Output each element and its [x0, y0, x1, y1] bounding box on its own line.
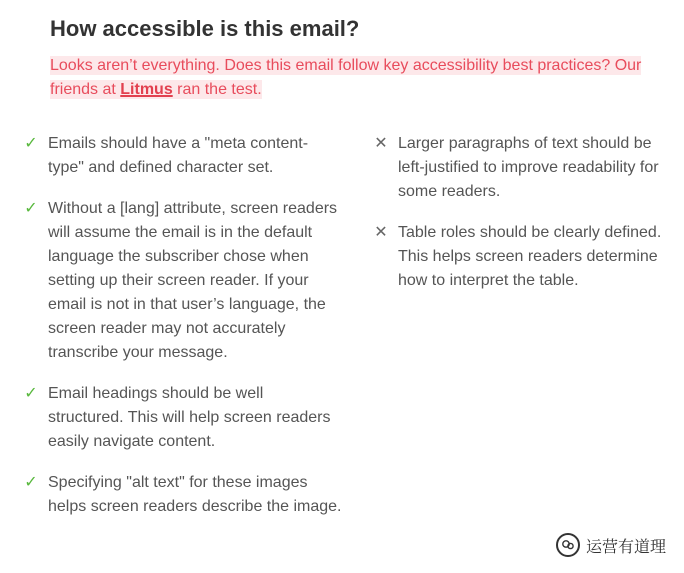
- passed-checks-list: [22, 132, 342, 536]
- list-item-text: Specifying "alt text" for these images helps screen readers describe the image.: [48, 474, 342, 515]
- intro-paragraph: [50, 54, 678, 102]
- list-item: [22, 382, 342, 454]
- intro-text-after: ran the test.: [172, 81, 262, 98]
- list-item-text: Larger paragraphs of text should be left-justified to improve readability for some readers.: [398, 135, 659, 200]
- list-item-text: Table roles should be clearly defined. This helps screen readers determine how to interpret the table.: [398, 224, 662, 289]
- list-item-text: Emails should have a "meta content-type" and defined character set.: [48, 135, 309, 176]
- intro-text-before: Looks aren’t everything. Does this email follow key accessibility best practices? Our friends at: [50, 57, 642, 98]
- list-item: [372, 221, 682, 293]
- checkmark-icon: ✓: [24, 385, 38, 402]
- watermark: [556, 533, 666, 557]
- wechat-account-icon: [556, 533, 580, 557]
- list-item: [22, 471, 342, 519]
- list-item-text: Without a [lang] attribute, screen readers will assume the email is in the default language the subscriber chose when setting up their screen reader. If your email is not in that user’s language, the screen reader may not accurately transcribe your message.: [48, 200, 338, 361]
- failed-checks-list: [372, 132, 682, 310]
- list-item: [22, 197, 342, 365]
- litmus-link[interactable]: Litmus: [120, 81, 173, 98]
- list-item: [372, 132, 682, 204]
- cross-icon: ✕: [374, 224, 388, 241]
- intro-highlight: [50, 56, 641, 99]
- page-title: How accessible is this email?: [50, 16, 360, 41]
- checkmark-icon: ✓: [24, 474, 38, 491]
- checkmark-icon: ✓: [24, 135, 38, 152]
- cross-icon: ✕: [374, 135, 388, 152]
- list-item: [22, 132, 342, 180]
- watermark-text: 运营有道理: [585, 538, 666, 556]
- checkmark-icon: ✓: [24, 200, 38, 217]
- list-item-text: Email headings should be well structured. This will help screen readers easily navigate content.: [48, 385, 331, 450]
